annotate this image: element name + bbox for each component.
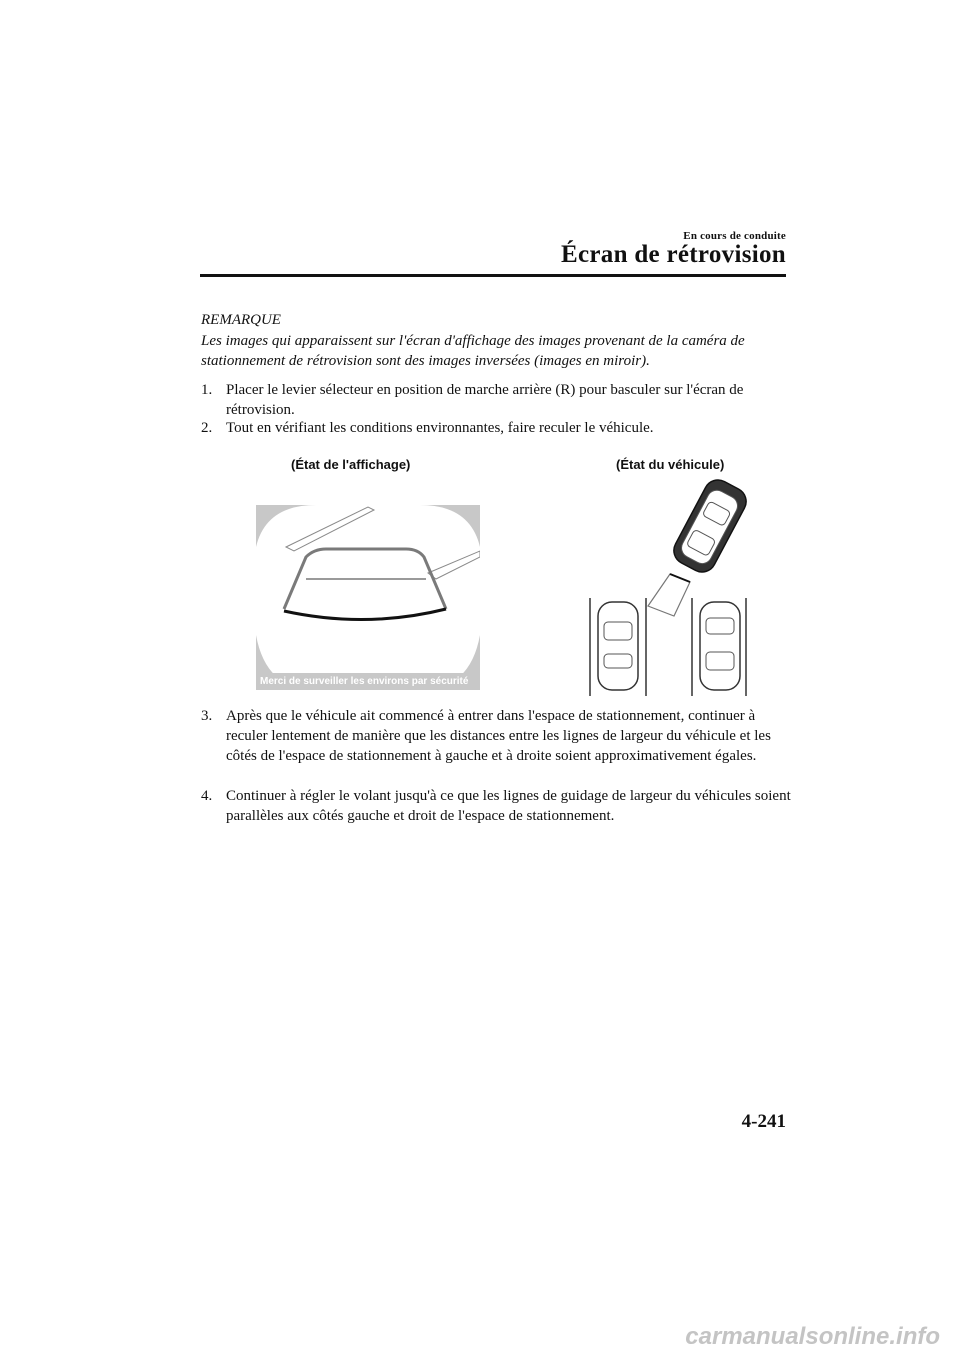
display-message: Merci de surveiller les environs par sécurité — [260, 676, 469, 687]
step-3 — [201, 706, 791, 766]
step-1 — [201, 380, 791, 420]
step-text: Tout en vérifiant les conditions environnantes, faire reculer le véhicule. — [226, 420, 654, 436]
step-text: Continuer à régler le volant jusqu'à ce que les lignes de guidage de largeur du véhicules soient parallèles aux côtés gauche et droit de l'espace de stationnement. — [226, 788, 791, 824]
header-rule — [200, 274, 786, 277]
step-number: 3. — [201, 708, 213, 724]
guide-area — [648, 574, 690, 616]
step-text: Placer le levier sélecteur en position de marche arrière (R) pour basculer sur l'écran de rétrovision. — [226, 382, 744, 418]
vehicle-position-diagram — [560, 478, 760, 698]
page-number: 4-241 — [741, 1111, 786, 1132]
step-text: Après que le véhicule ait commencé à entrer dans l'espace de stationnement, continuer à reculer lentement de manière que les distances entre les lignes de largeur du véhicule et les côtés de l'espace de stationnement à gauche et à droite soient approximativement égales. — [226, 708, 771, 764]
note-label: REMARQUE — [201, 312, 281, 328]
step-number: 4. — [201, 788, 213, 804]
step-number: 1. — [201, 382, 213, 398]
reversing-car — [669, 478, 751, 577]
step-2 — [201, 418, 791, 438]
vehicle-caption: (État du véhicule) — [616, 457, 725, 472]
footer-watermark: carmanualsonline.info — [685, 1323, 940, 1350]
parked-car-right — [700, 602, 740, 690]
step-4 — [201, 786, 791, 826]
section-label: En cours de conduite — [683, 230, 786, 242]
camera-display-illustration — [256, 505, 480, 690]
step-number: 2. — [201, 420, 213, 436]
page-title: Écran de rétrovision — [561, 241, 786, 268]
display-caption: (État de l'affichage) — [291, 457, 411, 472]
camera-view-graphic — [256, 505, 480, 690]
parked-car-left — [598, 602, 638, 690]
note-text: Les images qui apparaissent sur l'écran d'affichage des images provenant de la caméra de stationnement de rétrovision sont des images inversées (images en miroir). — [201, 333, 745, 369]
